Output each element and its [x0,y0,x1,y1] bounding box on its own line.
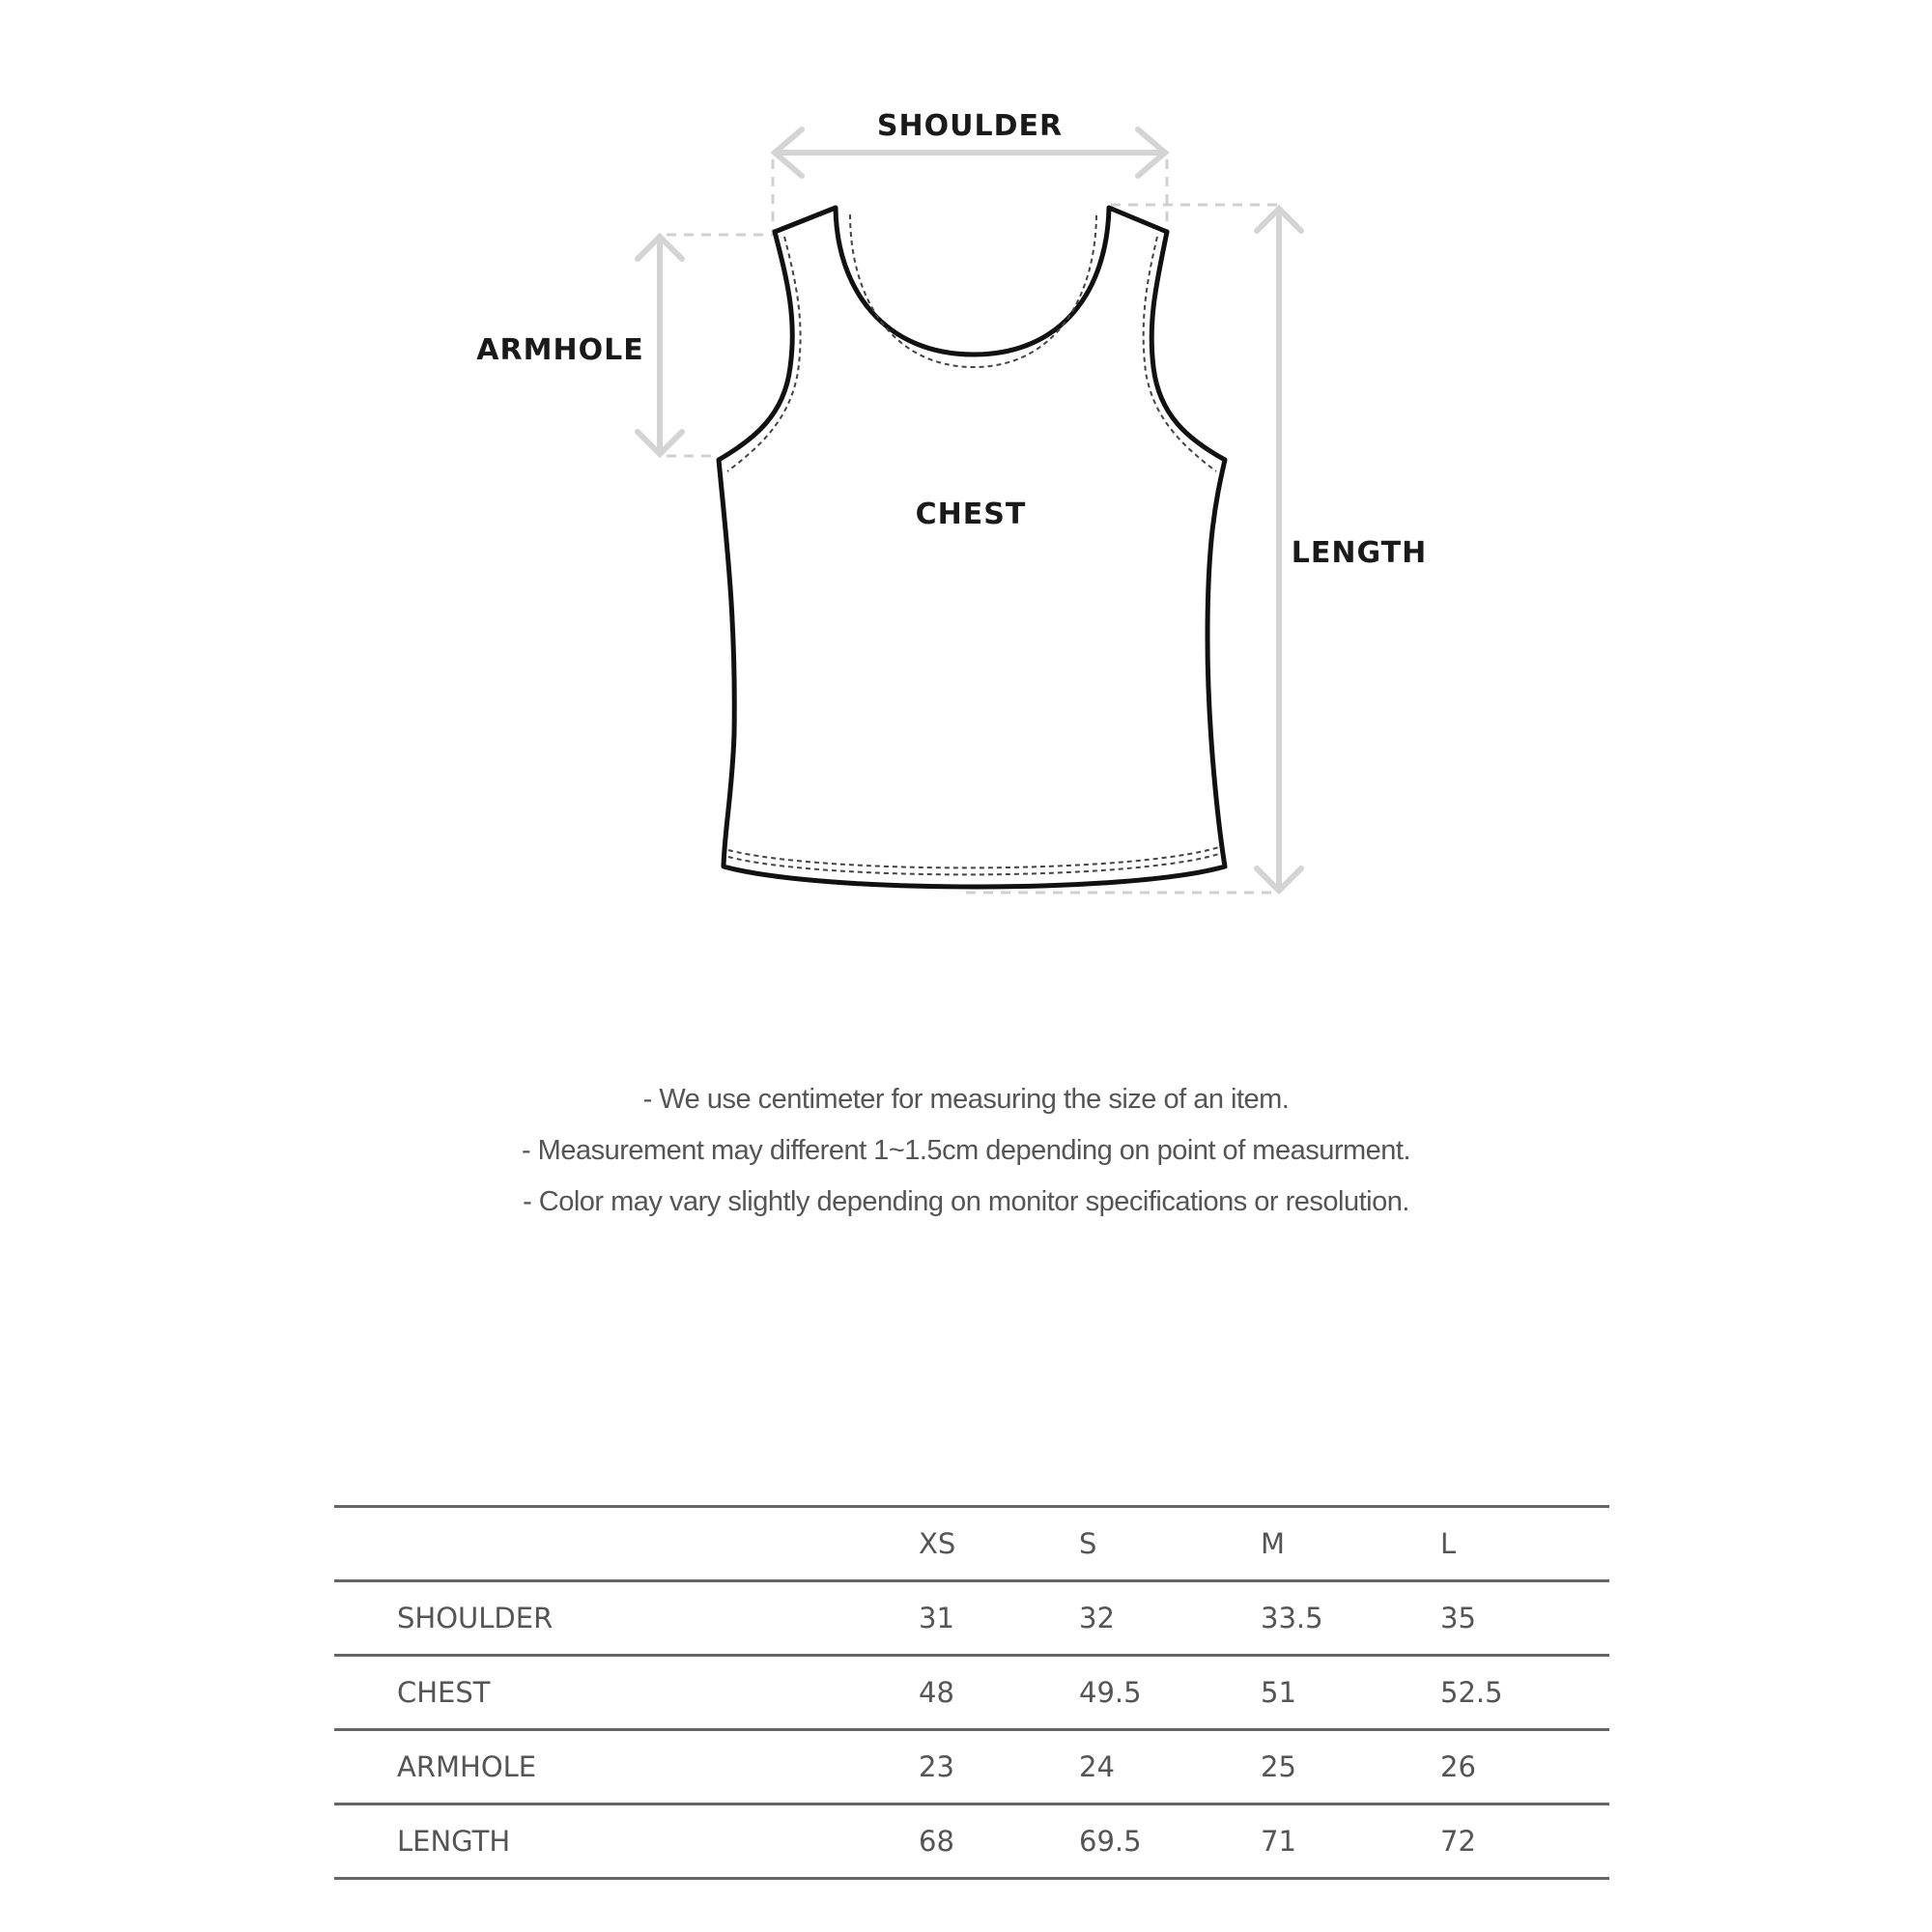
header-l: L [1440,1527,1457,1560]
table-row-shoulder [334,1581,1609,1656]
cell-xs: 23 [919,1750,954,1783]
length-label: LENGTH [1291,536,1428,570]
measurement-notes [0,1074,1932,1228]
cell-m: 25 [1261,1750,1296,1783]
note-unit: - We use centimeter for measuring the size of an item. [642,1084,1290,1115]
header-m: M [1261,1527,1286,1560]
cell-m: 71 [1261,1825,1296,1858]
cell-s: 69.5 [1079,1825,1142,1858]
armhole-label: ARMHOLE [476,333,644,367]
row-label: CHEST [397,1676,491,1709]
row-label: ARMHOLE [397,1750,537,1783]
size-chart-table [334,1505,1609,1880]
header-xs: XS [919,1527,956,1560]
header-s: S [1079,1527,1097,1560]
chest-label: CHEST [915,497,1027,531]
cell-l: 72 [1440,1825,1476,1858]
table-row-armhole [334,1730,1609,1804]
cell-m: 51 [1261,1676,1296,1709]
cell-s: 32 [1079,1602,1115,1634]
cell-s: 49.5 [1079,1676,1142,1709]
cell-m: 33.5 [1261,1602,1323,1634]
cell-s: 24 [1079,1750,1115,1783]
cell-xs: 68 [919,1825,954,1858]
cell-l: 35 [1440,1602,1476,1634]
cell-l: 52.5 [1440,1676,1503,1709]
table-header-row [334,1507,1609,1581]
note-color: - Color may vary slightly depending on monitor specifications or resolution. [523,1186,1409,1217]
header-blank [334,1507,919,1581]
armhole-arrow [638,237,682,454]
row-label: LENGTH [397,1825,511,1858]
row-label: SHOULDER [397,1602,554,1634]
table-row-length [334,1804,1609,1879]
cell-l: 26 [1440,1750,1476,1783]
shoulder-label: SHOULDER [876,109,1064,143]
tank-top-outline [719,208,1225,887]
cell-xs: 31 [919,1602,954,1634]
cell-xs: 48 [919,1676,954,1709]
note-tolerance: - Measurement may different 1~1.5cm depending on point of measurment. [521,1135,1411,1166]
table-row-chest [334,1656,1609,1730]
